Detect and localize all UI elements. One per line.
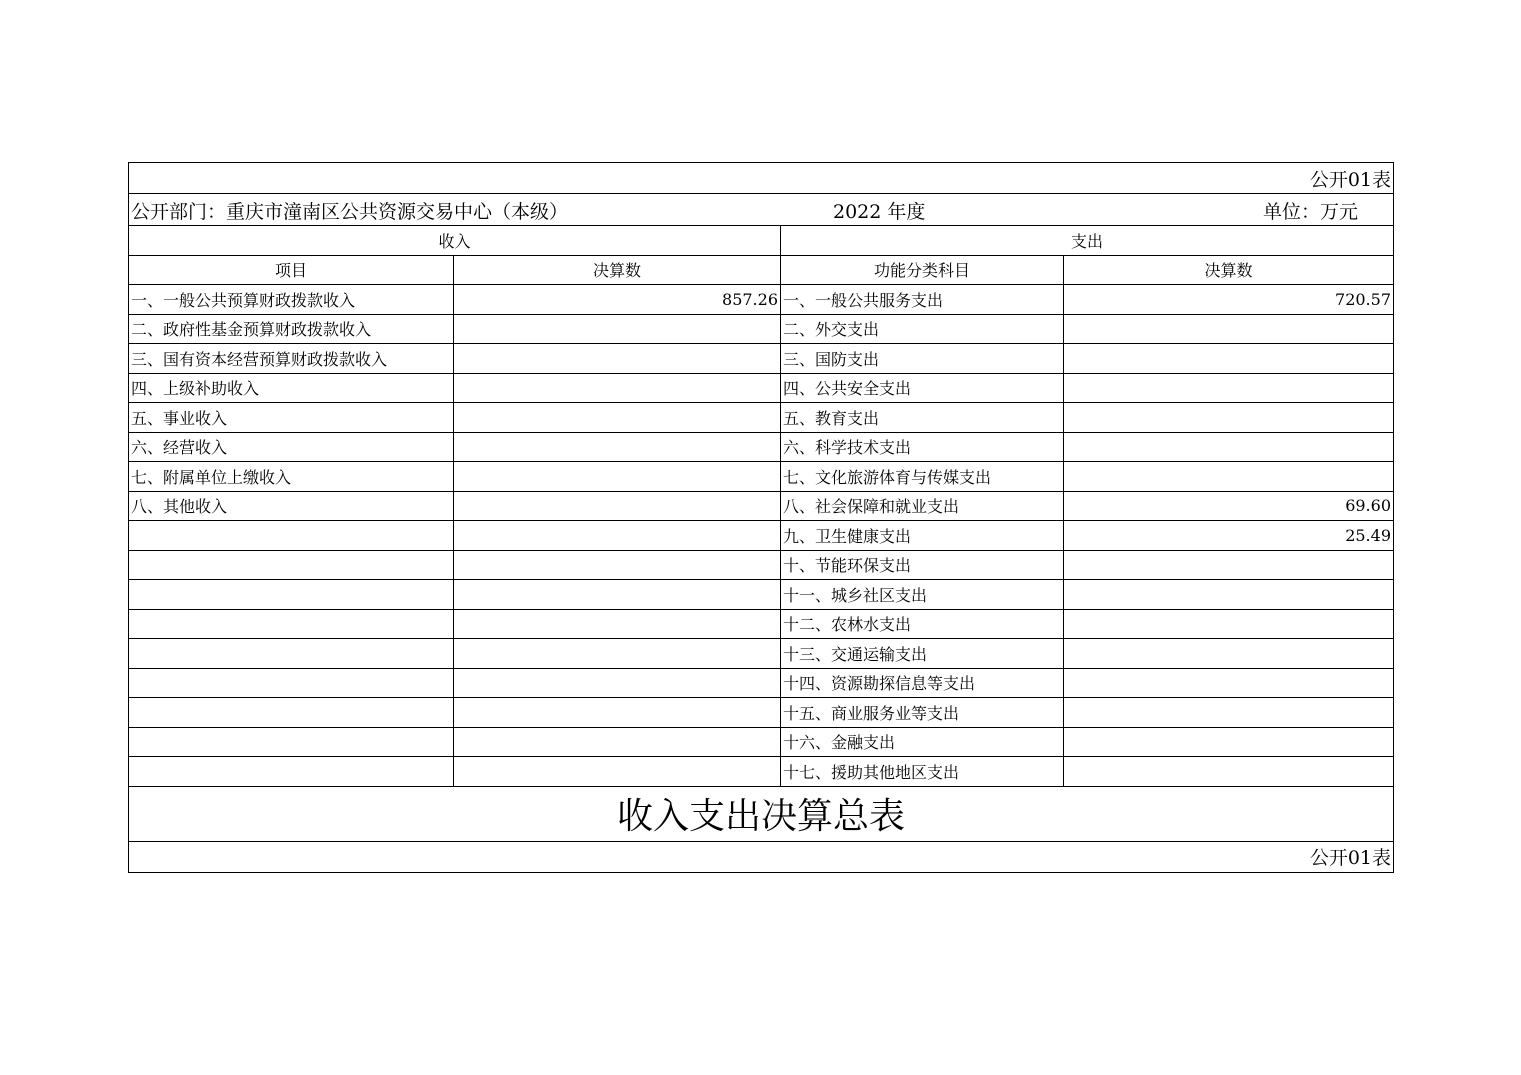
- expense-item-cell: 六、科学技术支出: [781, 432, 1064, 462]
- table-row: [129, 609, 1394, 639]
- income-amount-cell: [454, 727, 781, 757]
- expense-amount-cell: 720.57: [1064, 285, 1394, 315]
- expense-amount-cell: [1064, 462, 1394, 492]
- info-row: [129, 194, 1394, 226]
- income-amount-cell: [454, 491, 781, 521]
- income-item-cell: [129, 521, 454, 551]
- income-item-cell: 七、附属单位上缴收入: [129, 462, 454, 492]
- table-row: [129, 521, 1394, 551]
- expense-amount-cell: [1064, 727, 1394, 757]
- unit-label: 单位：万元: [1263, 201, 1359, 223]
- income-amount-cell: 857.26: [454, 285, 781, 315]
- expense-item-cell: 十五、商业服务业等支出: [781, 698, 1064, 728]
- year-label: 2022 年度: [833, 201, 926, 223]
- expense-amount-cell: [1064, 609, 1394, 639]
- income-amount-cell: [454, 432, 781, 462]
- expense-item-cell: 十三、交通运输支出: [781, 639, 1064, 669]
- income-header: 收入: [129, 226, 781, 256]
- expense-item-cell: 四、公共安全支出: [781, 373, 1064, 403]
- expense-item-cell: 十六、金融支出: [781, 727, 1064, 757]
- expense-item-cell: 十、节能环保支出: [781, 550, 1064, 580]
- col-amount-header: 决算数: [454, 255, 781, 285]
- income-item-cell: [129, 757, 454, 787]
- footer-table-code: 公开01表: [129, 841, 1394, 872]
- table-row: [129, 462, 1394, 492]
- expense-item-cell: 七、文化旅游体育与传媒支出: [781, 462, 1064, 492]
- income-amount-cell: [454, 757, 781, 787]
- income-amount-cell: [454, 609, 781, 639]
- income-amount-cell: [454, 639, 781, 669]
- budget-summary-table: [128, 162, 1394, 873]
- income-amount-cell: [454, 403, 781, 433]
- expense-item-cell: 十一、城乡社区支出: [781, 580, 1064, 610]
- col-func-item-header: 功能分类科目: [781, 255, 1064, 285]
- income-item-cell: [129, 639, 454, 669]
- income-amount-cell: [454, 344, 781, 374]
- expense-header: 支出: [781, 226, 1394, 256]
- table-body: [129, 285, 1394, 787]
- table-row: [129, 550, 1394, 580]
- expense-item-cell: 一、一般公共服务支出: [781, 285, 1064, 315]
- table-row: [129, 698, 1394, 728]
- expense-item-cell: 九、卫生健康支出: [781, 521, 1064, 551]
- expense-amount-cell: [1064, 668, 1394, 698]
- expense-amount-cell: [1064, 698, 1394, 728]
- income-item-cell: [129, 727, 454, 757]
- expense-amount-cell: 69.60: [1064, 491, 1394, 521]
- income-item-cell: [129, 550, 454, 580]
- table-row: [129, 757, 1394, 787]
- income-item-cell: 一、一般公共预算财政拨款收入: [129, 285, 454, 315]
- table-row: [129, 491, 1394, 521]
- income-amount-cell: [454, 580, 781, 610]
- expense-item-cell: 三、国防支出: [781, 344, 1064, 374]
- table-row: [129, 432, 1394, 462]
- table-row: [129, 727, 1394, 757]
- income-item-cell: [129, 698, 454, 728]
- expense-item-cell: 十四、资源勘探信息等支出: [781, 668, 1064, 698]
- income-amount-cell: [454, 550, 781, 580]
- report-title: 收入支出决算总表: [129, 786, 1394, 841]
- income-amount-cell: [454, 668, 781, 698]
- expense-amount-cell: 25.49: [1064, 521, 1394, 551]
- expense-item-cell: 十七、援助其他地区支出: [781, 757, 1064, 787]
- income-item-cell: [129, 580, 454, 610]
- expense-amount-cell: [1064, 580, 1394, 610]
- expense-amount-cell: [1064, 344, 1394, 374]
- income-item-cell: 四、上级补助收入: [129, 373, 454, 403]
- table-row: [129, 639, 1394, 669]
- expense-amount-cell: [1064, 373, 1394, 403]
- expense-amount-cell: [1064, 757, 1394, 787]
- table-row: [129, 373, 1394, 403]
- department-label: 公开部门：重庆市潼南区公共资源交易中心（本级）: [131, 201, 569, 223]
- income-amount-cell: [454, 373, 781, 403]
- col-func-amount-header: 决算数: [1064, 255, 1394, 285]
- table-row: [129, 580, 1394, 610]
- table-row: [129, 403, 1394, 433]
- income-amount-cell: [454, 462, 781, 492]
- expense-item-cell: 十二、农林水支出: [781, 609, 1064, 639]
- income-item-cell: 八、其他收入: [129, 491, 454, 521]
- table-row: [129, 285, 1394, 315]
- expense-item-cell: 二、外交支出: [781, 314, 1064, 344]
- expense-amount-cell: [1064, 314, 1394, 344]
- expense-amount-cell: [1064, 550, 1394, 580]
- table-row: [129, 668, 1394, 698]
- expense-item-cell: 五、教育支出: [781, 403, 1064, 433]
- table-code: 公开01表: [129, 163, 1394, 194]
- income-item-cell: 二、政府性基金预算财政拨款收入: [129, 314, 454, 344]
- income-item-cell: [129, 668, 454, 698]
- income-item-cell: 六、经营收入: [129, 432, 454, 462]
- expense-amount-cell: [1064, 432, 1394, 462]
- expense-item-cell: 八、社会保障和就业支出: [781, 491, 1064, 521]
- income-item-cell: 三、国有资本经营预算财政拨款收入: [129, 344, 454, 374]
- income-amount-cell: [454, 521, 781, 551]
- expense-amount-cell: [1064, 403, 1394, 433]
- table-row: [129, 344, 1394, 374]
- table-row: [129, 314, 1394, 344]
- income-item-cell: [129, 609, 454, 639]
- income-amount-cell: [454, 314, 781, 344]
- col-item-header: 项目: [129, 255, 454, 285]
- income-item-cell: 五、事业收入: [129, 403, 454, 433]
- expense-amount-cell: [1064, 639, 1394, 669]
- income-amount-cell: [454, 698, 781, 728]
